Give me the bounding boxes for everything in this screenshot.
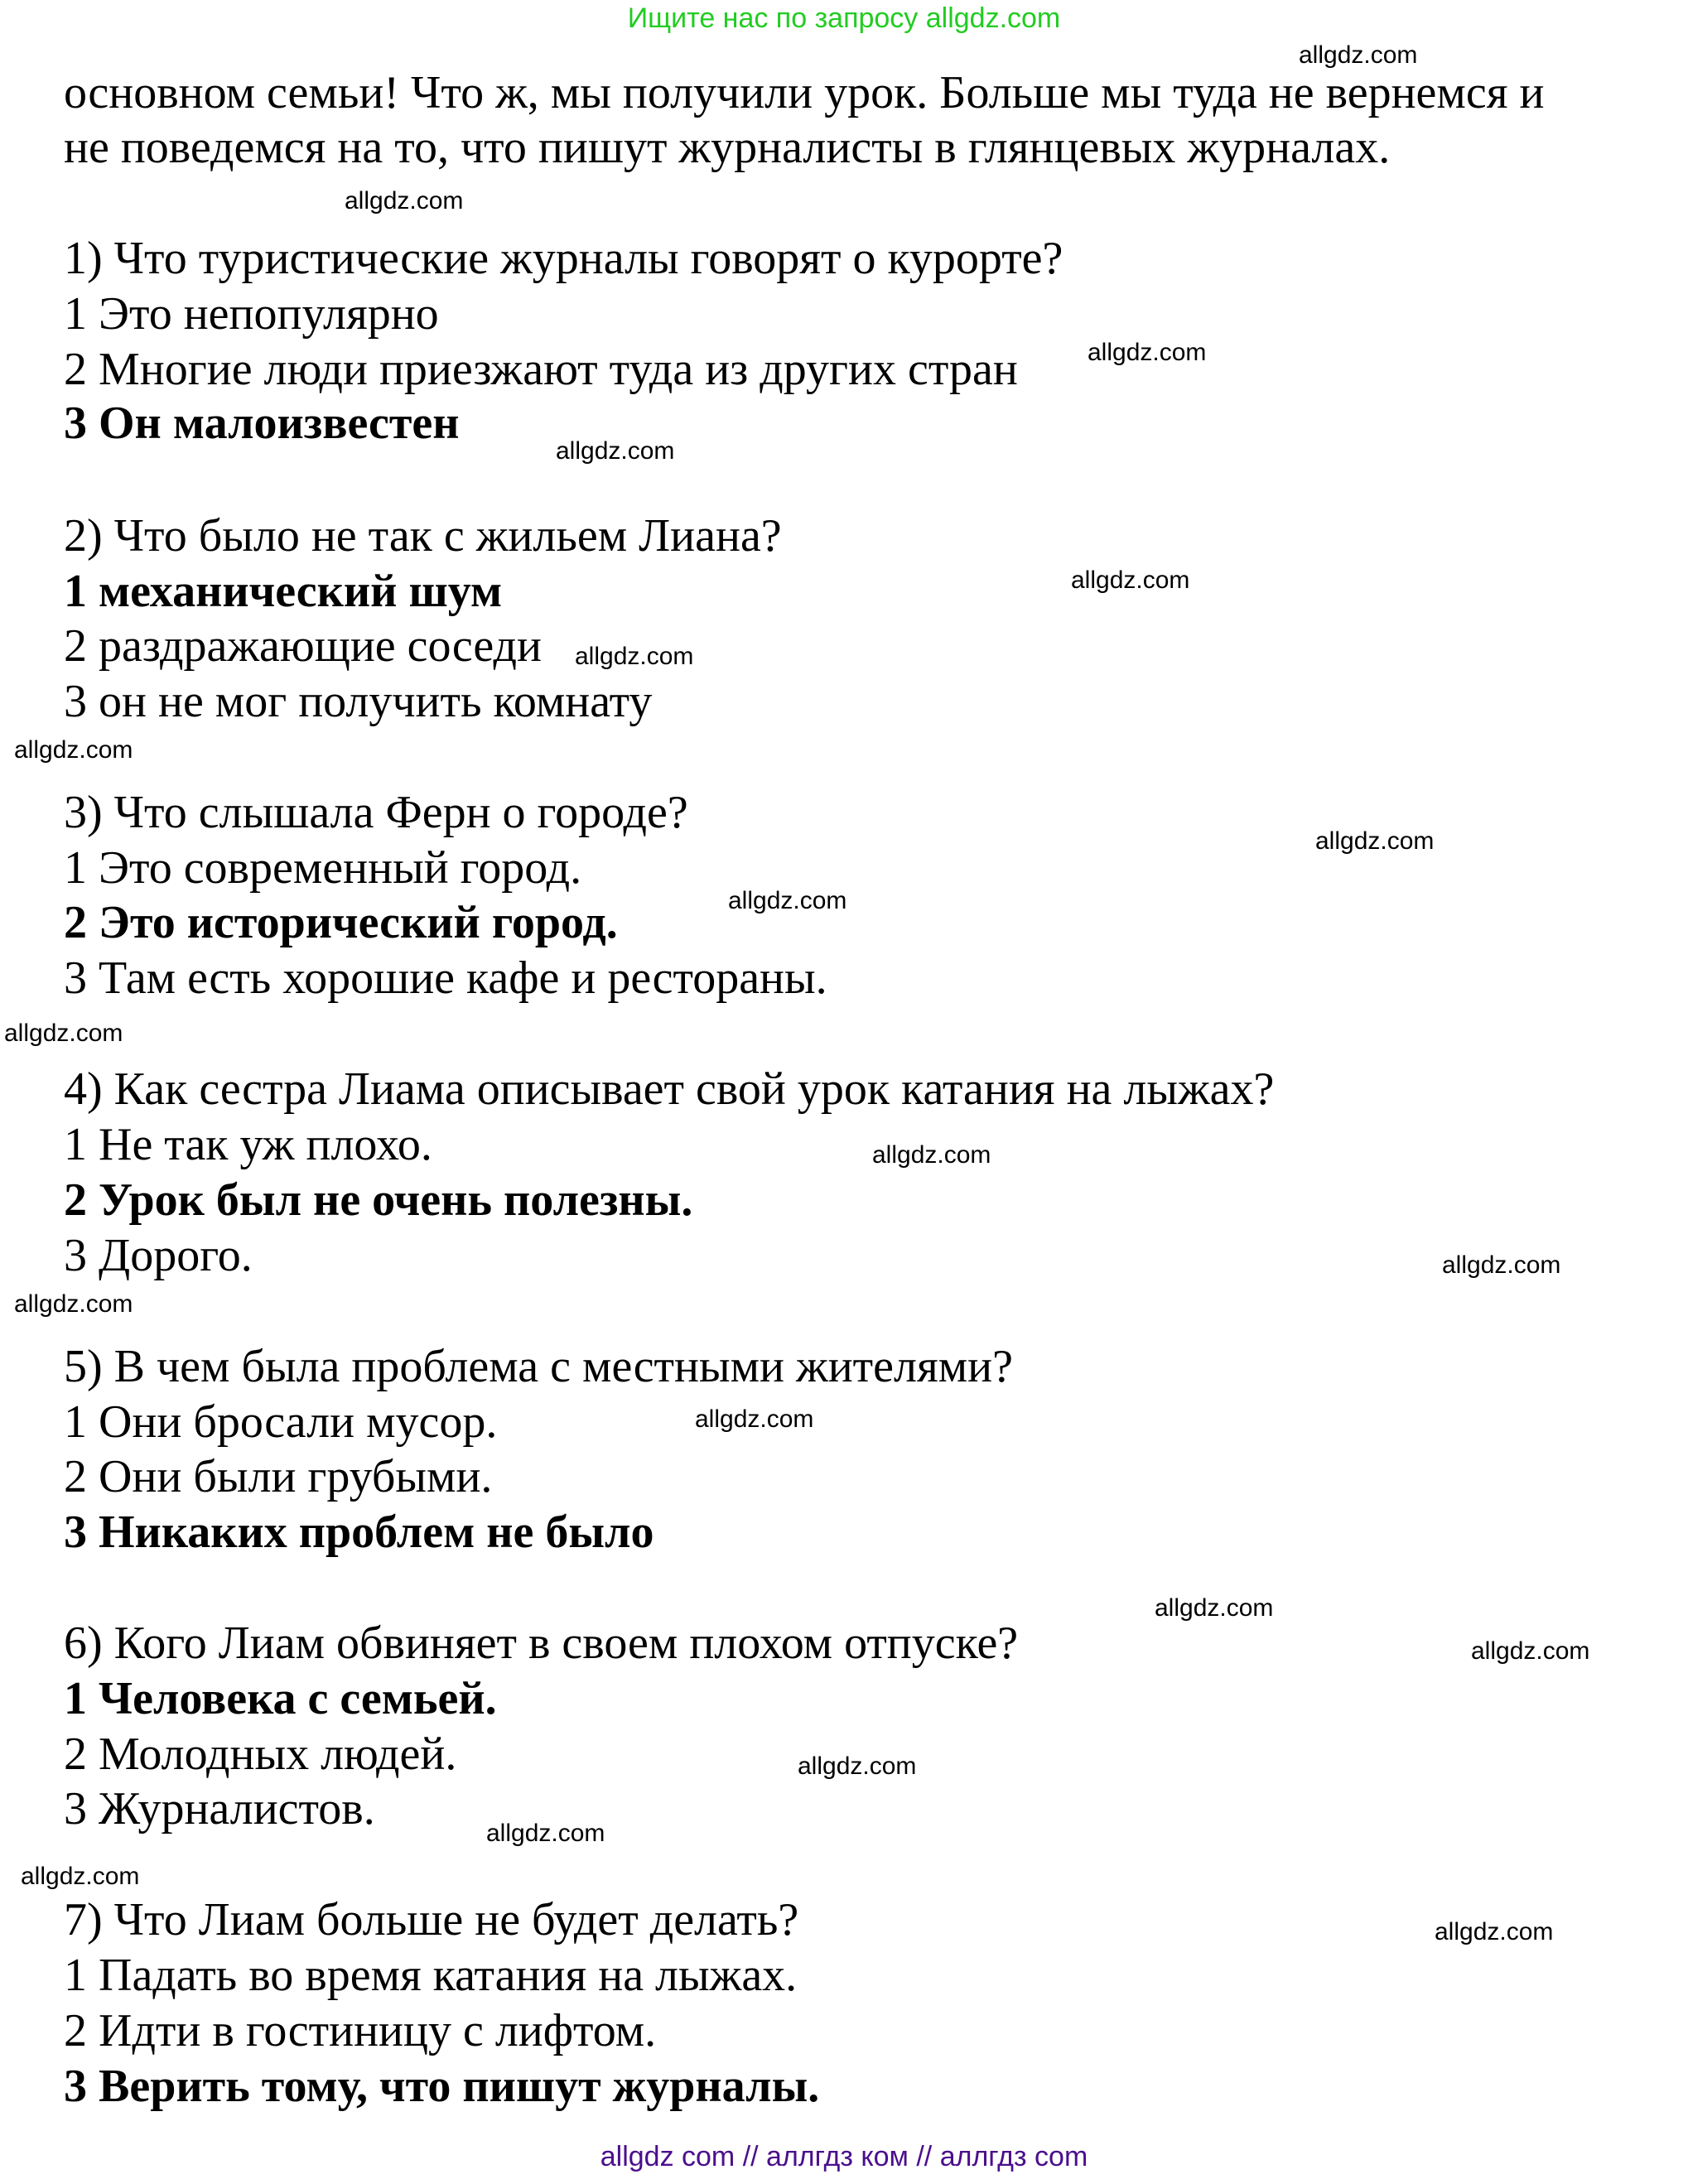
watermark: allgdz.com (556, 437, 675, 465)
watermark: allgdz.com (728, 887, 847, 914)
watermark: allgdz.com (1155, 1594, 1274, 1622)
question-1: 1) Что туристические журналы говорят о курорте? (64, 233, 1063, 284)
watermark: allgdz.com (1471, 1637, 1590, 1665)
intro-line: не поведемся на то, что пишут журналисты в глянцевых журналах. (64, 122, 1391, 173)
answer-option: 2 раздражающие соседи (64, 620, 543, 672)
question-2: 2) Что было не так с жильем Лиана? (64, 510, 782, 562)
correct-answer-option: 3 Верить тому, что пишут журналы. (64, 2061, 820, 2112)
watermark: allgdz.com (486, 1820, 605, 1847)
answer-option: 1 Это непопулярно (64, 288, 439, 340)
watermark: allgdz.com (14, 1290, 133, 1318)
question-3: 3) Что слышала Ферн о городе? (64, 787, 688, 838)
watermark: allgdz.com (872, 1141, 991, 1169)
watermark: allgdz.com (1299, 41, 1418, 69)
watermark: allgdz.com (1435, 1918, 1554, 1945)
answer-option: 2 Молодных людей. (64, 1728, 457, 1780)
answer-option: 1 Не так уж плохо. (64, 1119, 432, 1170)
watermark: allgdz.com (1315, 827, 1435, 855)
footer-links[interactable]: allgdz com // аллгдз ком // аллгдз com (600, 2141, 1088, 2172)
correct-answer-option: 2 Урок был не очень полезны. (64, 1174, 693, 1226)
answer-option: 2 Многие люди приезжают туда из других стран (64, 344, 1018, 395)
search-hint-banner[interactable]: Ищите нас по запросу allgdz.com (627, 2, 1061, 34)
answer-option: 2 Идти в гостиницу с лифтом. (64, 2005, 657, 2056)
correct-answer-option: 2 Это исторический город. (64, 897, 618, 948)
watermark: allgdz.com (4, 1020, 123, 1047)
answer-option: 2 Они были грубыми. (64, 1451, 493, 1502)
watermark: allgdz.com (14, 736, 133, 764)
correct-answer-option: 1 Человека с семьей. (64, 1673, 497, 1724)
answer-option: 3 Там есть хорошие кафе и рестораны. (64, 952, 827, 1004)
watermark: allgdz.com (798, 1753, 917, 1780)
correct-answer-option: 3 Никаких проблем не было (64, 1507, 654, 1558)
question-6: 6) Кого Лиам обвиняет в своем плохом отпуске? (64, 1618, 1019, 1669)
answer-option: 1 Они бросали мусор. (64, 1396, 498, 1448)
answer-option: 3 он не мог получить комнату (64, 676, 653, 727)
answer-option: 3 Журналистов. (64, 1783, 375, 1834)
question-4: 4) Как сестра Лиама описывает свой урок катания на лыжах? (64, 1063, 1275, 1115)
watermark: allgdz.com (575, 643, 694, 670)
answer-option: 1 Это современный город. (64, 842, 582, 894)
watermark: allgdz.com (1071, 566, 1190, 594)
watermark: allgdz.com (695, 1405, 814, 1433)
answer-option: 1 Падать во время катания на лыжах. (64, 1950, 798, 2001)
question-5: 5) В чем была проблема с местными жителями? (64, 1341, 1013, 1392)
correct-answer-option: 3 Он малоизвестен (64, 398, 460, 449)
watermark: allgdz.com (1442, 1251, 1561, 1279)
watermark: allgdz.com (345, 187, 464, 215)
correct-answer-option: 1 механический шум (64, 566, 503, 617)
question-7: 7) Что Лиам больше не будет делать? (64, 1894, 799, 1945)
answer-option: 3 Дорого. (64, 1230, 253, 1281)
watermark: allgdz.com (21, 1863, 140, 1890)
intro-line: основном семьи! Что ж, мы получили урок. Больше мы туда не вернемся и (64, 67, 1545, 118)
watermark: allgdz.com (1088, 339, 1207, 366)
